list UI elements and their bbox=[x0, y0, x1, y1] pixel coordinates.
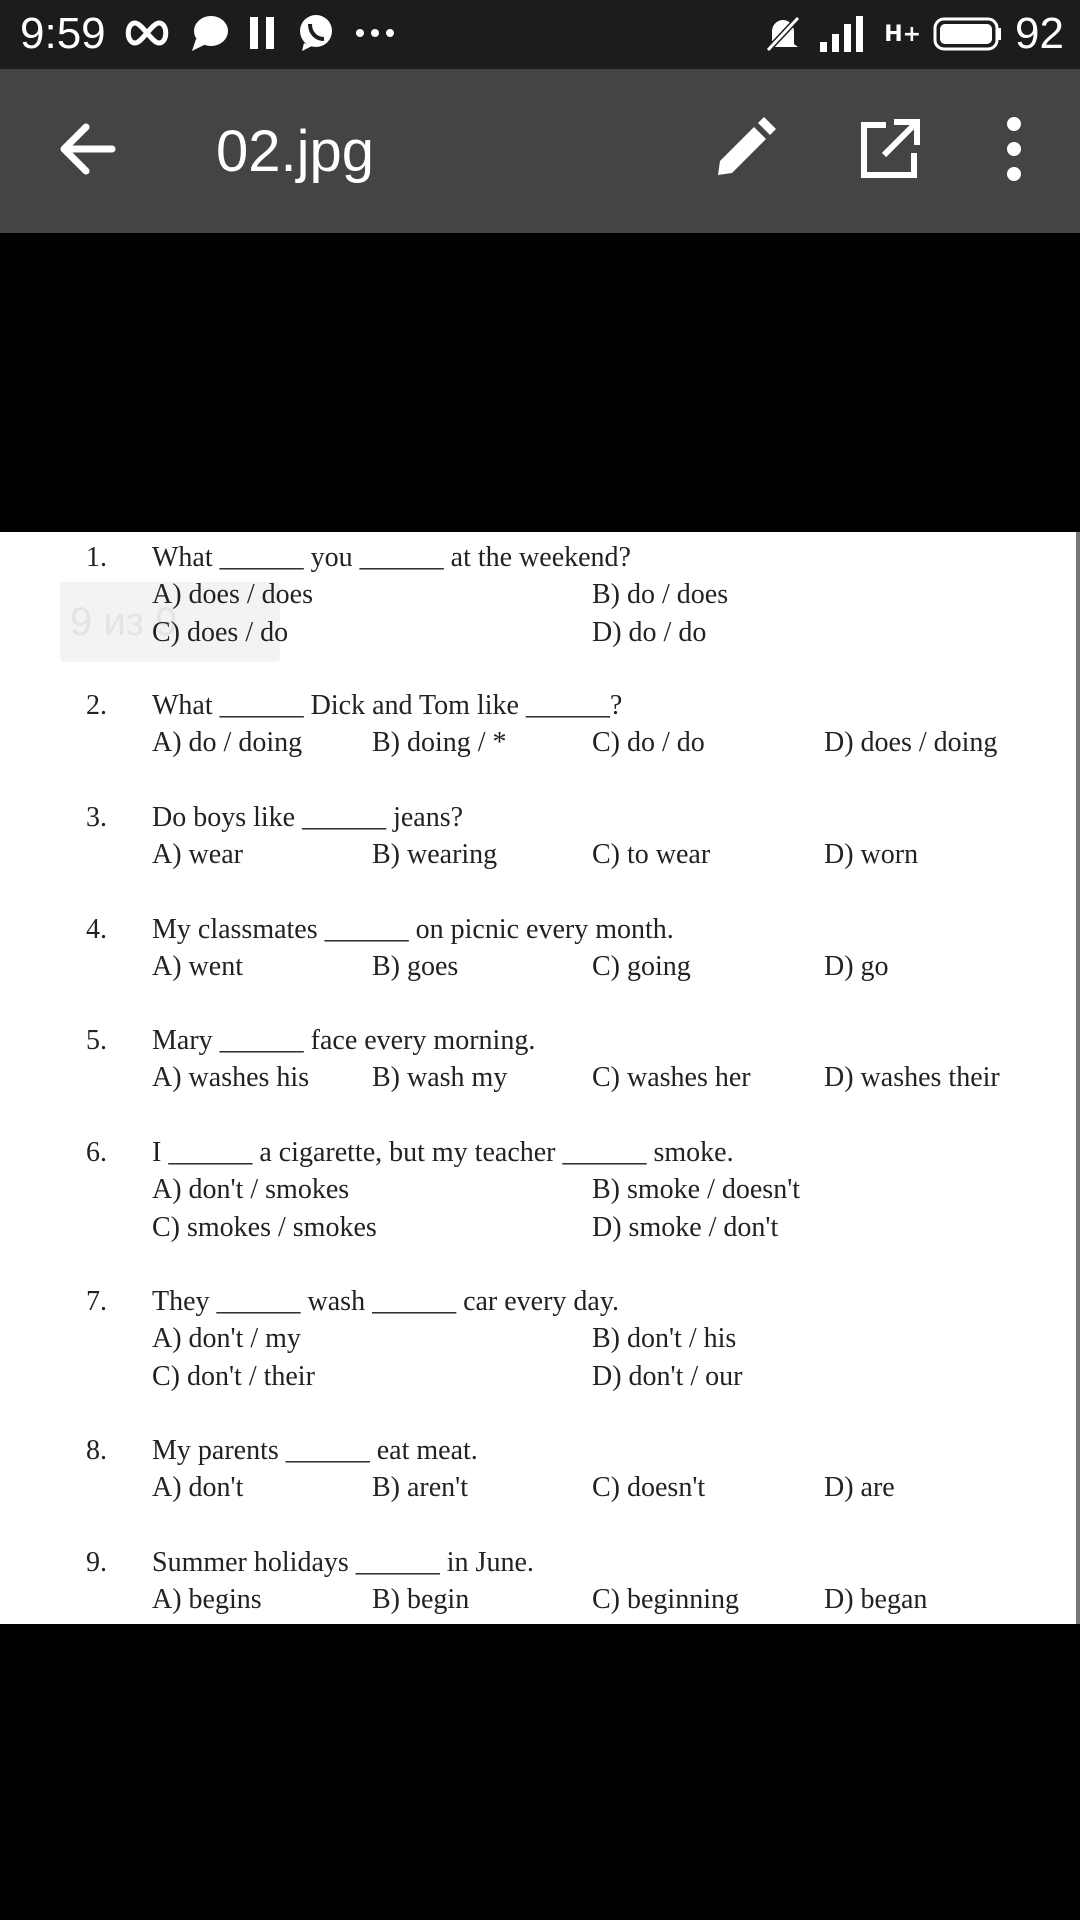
option-b: B) wash my bbox=[372, 1062, 508, 1093]
option-a: A) washes his bbox=[152, 1062, 310, 1093]
more-options-icon[interactable] bbox=[995, 114, 1033, 184]
option-b: B) goes bbox=[372, 951, 459, 982]
option-a: A) went bbox=[152, 951, 243, 982]
open-external-icon[interactable] bbox=[856, 117, 922, 183]
option-c: C) don't / their bbox=[152, 1361, 315, 1392]
option-d: D) worn bbox=[824, 839, 919, 870]
edit-pencil-icon[interactable] bbox=[710, 117, 776, 183]
option-d: D) are bbox=[824, 1472, 895, 1503]
option-d: D) don't / our bbox=[592, 1361, 743, 1392]
option-a: A) wear bbox=[152, 839, 243, 870]
question-number: 1. bbox=[86, 542, 107, 573]
option-b: B) don't / his bbox=[592, 1323, 737, 1354]
question-number: 5. bbox=[86, 1025, 107, 1056]
option-d: D) began bbox=[824, 1584, 928, 1615]
question-number: 6. bbox=[86, 1137, 107, 1168]
option-c: C) washes her bbox=[592, 1062, 751, 1093]
app-toolbar bbox=[0, 69, 1080, 233]
mute-icon bbox=[762, 14, 804, 54]
status-bar bbox=[0, 0, 1080, 69]
status-time: 9:59 bbox=[20, 9, 106, 58]
option-a: A) don't / smokes bbox=[152, 1174, 350, 1205]
option-d: D) does / doing bbox=[824, 727, 998, 758]
option-c: C) beginning bbox=[592, 1584, 739, 1615]
option-b: B) begin bbox=[372, 1584, 470, 1615]
infinity-icon bbox=[122, 18, 172, 48]
notification-icons bbox=[122, 13, 396, 53]
network-type: H+ bbox=[884, 21, 922, 47]
option-c: C) going bbox=[592, 951, 691, 982]
question-number: 4. bbox=[86, 914, 107, 945]
question-text: What ______ Dick and Tom like ______? bbox=[152, 690, 623, 721]
option-c: C) to wear bbox=[592, 839, 711, 870]
question-number: 9. bbox=[86, 1547, 107, 1578]
viewer-background-bottom bbox=[0, 1624, 1080, 1920]
question-text: They ______ wash ______ car every day. bbox=[152, 1286, 620, 1317]
question-number: 8. bbox=[86, 1435, 107, 1466]
question-text: Summer holidays ______ in June. bbox=[152, 1547, 534, 1578]
option-b: B) doing / * bbox=[372, 727, 507, 758]
viewer-background-top bbox=[0, 233, 1080, 532]
question-text: My parents ______ eat meat. bbox=[152, 1435, 478, 1466]
option-c: C) doesn't bbox=[592, 1472, 706, 1503]
battery-icon bbox=[933, 16, 1003, 52]
question-number: 2. bbox=[86, 690, 107, 721]
option-c: C) do / do bbox=[592, 727, 705, 758]
option-a: A) do / doing bbox=[152, 727, 303, 758]
chat-bubble-icon bbox=[190, 13, 230, 53]
question-number: 7. bbox=[86, 1286, 107, 1317]
back-arrow-icon[interactable] bbox=[52, 114, 122, 184]
option-d: D) go bbox=[824, 951, 889, 982]
question-text: Mary ______ face every morning. bbox=[152, 1025, 536, 1056]
question-number: 3. bbox=[86, 802, 107, 833]
question-text: I ______ a cigarette, but my teacher ______ smoke. bbox=[152, 1137, 734, 1168]
option-a: A) don't / my bbox=[152, 1323, 301, 1354]
option-a: A) does / does bbox=[152, 579, 313, 610]
watermark: 9 из 9 bbox=[60, 582, 280, 662]
file-title: 02.jpg bbox=[216, 119, 375, 184]
question-text: My classmates ______ on picnic every month. bbox=[152, 914, 674, 945]
option-b: B) smoke / doesn't bbox=[592, 1174, 801, 1205]
document-image[interactable] bbox=[0, 532, 1080, 1624]
status-right bbox=[762, 8, 1064, 60]
pause-icon bbox=[248, 15, 278, 51]
option-b: B) aren't bbox=[372, 1472, 469, 1503]
battery-level: 92 bbox=[1015, 9, 1064, 58]
signal-icon bbox=[816, 12, 872, 56]
option-d: D) washes their bbox=[824, 1062, 1000, 1093]
option-d: D) do / do bbox=[592, 617, 707, 648]
option-a: A) don't bbox=[152, 1472, 244, 1503]
option-a: A) begins bbox=[152, 1584, 262, 1615]
question-text: What ______ you ______ at the weekend? bbox=[152, 542, 631, 573]
option-b: B) do / does bbox=[592, 579, 729, 610]
viber-icon bbox=[296, 13, 336, 53]
option-c: C) does / do bbox=[152, 617, 289, 648]
option-d: D) smoke / don't bbox=[592, 1212, 779, 1243]
option-c: C) smokes / smokes bbox=[152, 1212, 377, 1243]
question-text: Do boys like ______ jeans? bbox=[152, 802, 464, 833]
option-b: B) wearing bbox=[372, 839, 498, 870]
more-notifications-icon bbox=[354, 27, 396, 39]
